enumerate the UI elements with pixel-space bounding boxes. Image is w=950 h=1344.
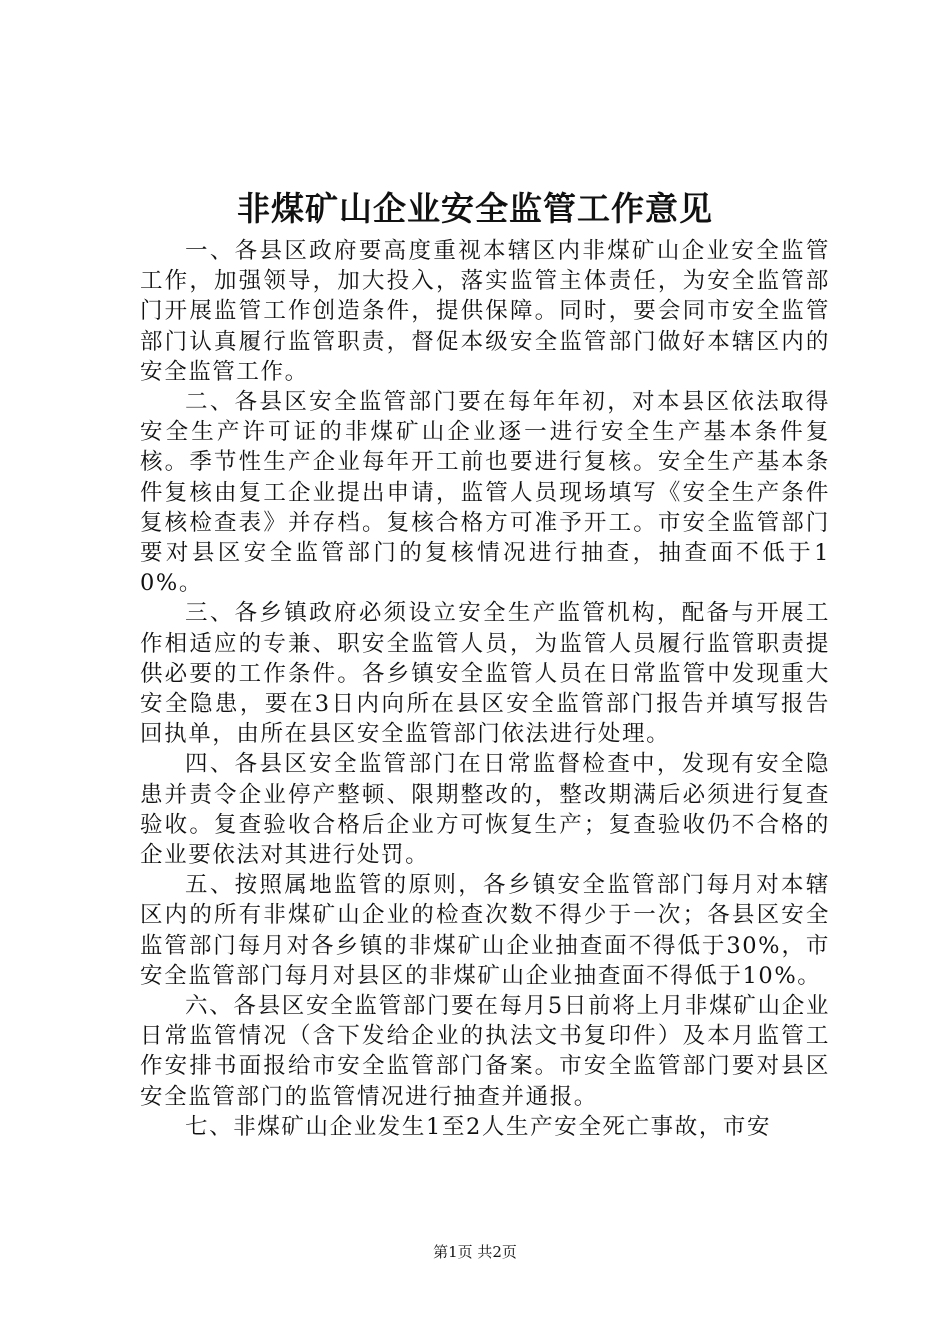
paragraph-5: 五、按照属地监管的原则，各乡镇安全监管部门每月对本辖区内的所有非煤矿山企业的检查次数不得少于一次；各县区安全监管部门每月对各乡镇的非煤矿山企业抽查面不得低于30%，市安全监管部门每月对县区的非煤矿山企业抽查面不得低于10%。 [140,872,830,989]
paragraph-4: 四、各县区安全监管部门在日常监督检查中，发现有安全隐患并责令企业停产整顿、限期整改的，整改期满后必须进行复查验收。复查验收合格后企业方可恢复生产；复查验收仍不合格的企业要依法对其进行处罚。 [140,751,830,869]
paragraph-3: 三、各乡镇政府必须设立安全生产监管机构，配备与开展工作相适应的专兼、职安全监管人员，为监管人员履行监管职责提供必要的工作条件。各乡镇安全监管人员在日常监管中发现重大安全隐患，要在3日内向所在县区安全监管部门报告并填写报告回执单，由所在县区安全监管部门依法进行处理。 [140,600,830,748]
document-body [140,236,830,1142]
paragraph-1: 一、各县区政府要高度重视本辖区内非煤矿山企业安全监管工作，加强领导，加大投入，落实监管主体责任，为安全监管部门开展监管工作创造条件，提供保障。同时，要会同市安全监管部门认真履行监管职责，督促本级安全监管部门做好本辖区内的安全监管工作。 [140,238,830,385]
document-title: 非煤矿山企业安全监管工作意见 [237,189,713,228]
paragraph-2: 二、各县区安全监管部门要在每年年初，对本县区依法取得安全生产许可证的非煤矿山企业逐一进行安全生产基本条件复核。季节性生产企业每年开工前也要进行复核。安全生产基本条件复核由复工企业提出申请，监管人员现场填写《安全生产条件复核检查表》并存档。复核合格方可准予开工。市安全监管部门要对县区安全监管部门的复核情况进行抽查，抽查面不低于10%。 [140,389,830,597]
page-footer: 第1页 共2页 [433,1243,517,1261]
paragraph-6: 六、各县区安全监管部门要在每月5日前将上月非煤矿山企业日常监管情况（含下发给企业的执法文书复印件）及本月监管工作安排书面报给市安全监管部门备案。市安全监管部门要对县区安全监管部门的监管情况进行抽查并通报。 [140,993,830,1110]
paragraph-7: 七、非煤矿山企业发生1至2人生产安全死亡事故，市安 [185,1113,772,1140]
